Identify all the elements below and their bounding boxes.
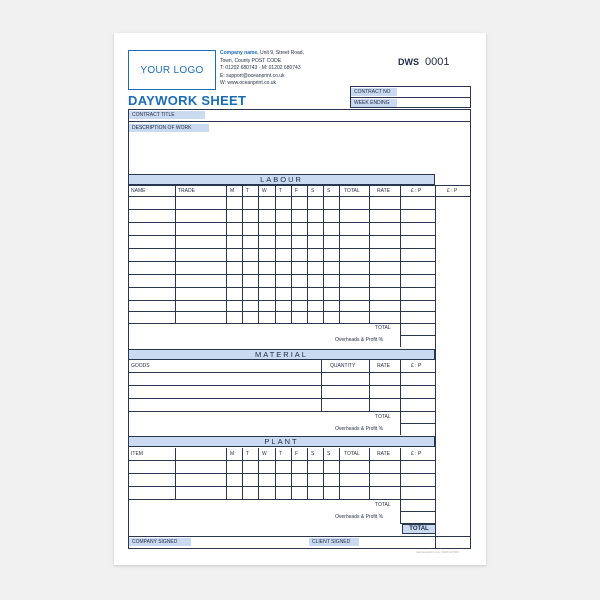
contract-info-box xyxy=(350,86,471,108)
plant-col-tue: T xyxy=(246,451,250,457)
material-col-quantity: QUANTITY xyxy=(330,363,356,369)
logo-text: YOUR LOGO xyxy=(140,64,204,76)
labour-section-header: LABOUR xyxy=(128,174,435,185)
material-col-goods: GOODS xyxy=(131,363,150,369)
company-name: Company name, xyxy=(220,50,259,56)
labour-col-pounds-total: £ : P xyxy=(447,188,458,194)
plant-col-rate: RATE xyxy=(377,451,390,457)
labour-col-name: NAME xyxy=(131,188,146,194)
description-field[interactable] xyxy=(129,133,469,173)
dws-number: 0001 xyxy=(425,56,450,68)
material-col-rate: RATE xyxy=(377,363,390,369)
company-email: E: support@oceanprint.co.uk xyxy=(220,72,285,79)
company-address-line2: Town, County POST CODE xyxy=(220,57,282,64)
labour-col-mon: M xyxy=(230,188,235,194)
labour-col-total: TOTAL xyxy=(344,188,360,194)
labour-col-thu: T xyxy=(279,188,283,194)
company-details xyxy=(220,50,304,88)
labour-col-sat: S xyxy=(311,188,315,194)
daywork-sheet xyxy=(114,33,486,565)
client-signed-field[interactable] xyxy=(362,537,469,548)
plant-col-item: ITEM xyxy=(131,451,143,457)
material-col-pounds: £ : P xyxy=(411,363,422,369)
logo-box xyxy=(128,50,216,90)
contract-title-label: CONTRACT TITLE xyxy=(129,111,205,119)
plant-total-label: TOTAL xyxy=(375,502,391,508)
description-label: DESCRIPTION OF WORK xyxy=(129,124,209,132)
company-signed-label: COMPANY SIGNED xyxy=(129,538,191,546)
week-ending-label: WEEK ENDING xyxy=(351,99,397,107)
plant-col-fri: F xyxy=(295,451,299,457)
plant-col-mon: M xyxy=(230,451,235,457)
plant-col-sun: S xyxy=(327,451,331,457)
material-total-label: TOTAL xyxy=(375,414,391,420)
material-overheads-label: Overheads & Profit % xyxy=(335,426,384,432)
labour-overheads-label: Overheads & Profit % xyxy=(335,337,384,343)
labour-total-label: TOTAL xyxy=(375,325,391,331)
plant-col-total: TOTAL xyxy=(344,451,360,457)
page-title: DAYWORK SHEET xyxy=(128,93,247,108)
dws-number-block xyxy=(398,56,449,68)
small-print: www.oceanprint.co.uk ©2024 A4 DWS xyxy=(416,551,459,554)
company-web: W: www.oceanprint.co.uk xyxy=(220,80,277,86)
grand-total-field[interactable] xyxy=(437,524,470,534)
plant-section-header: PLANT xyxy=(128,436,435,447)
plant-col-sat: S xyxy=(311,451,315,457)
plant-col-thu: T xyxy=(279,451,283,457)
plant-col-pounds: £ : P xyxy=(411,451,422,457)
grand-total-label: TOTAL xyxy=(402,524,436,534)
labour-col-fri: F xyxy=(295,188,299,194)
labour-col-sun: S xyxy=(327,188,331,194)
plant-col-wed: W xyxy=(262,451,267,457)
week-ending-field[interactable] xyxy=(401,98,470,108)
contract-title-field[interactable] xyxy=(209,110,469,120)
company-phone: T: 01202 680743 · M: 01202 680743 xyxy=(220,65,301,71)
contract-no-label: CONTRACT NO xyxy=(351,88,397,96)
material-section-header: MATERIAL xyxy=(128,349,435,360)
labour-col-pounds: £ : P xyxy=(411,188,422,194)
client-signed-label: CLIENT SIGNED xyxy=(309,538,359,546)
contract-no-field[interactable] xyxy=(401,87,470,97)
labour-col-rate: RATE xyxy=(377,188,390,194)
plant-overheads-label: Overheads & Profit % xyxy=(335,514,384,520)
labour-col-tue: T xyxy=(246,188,250,194)
dws-label: DWS xyxy=(398,57,419,67)
labour-col-wed: W xyxy=(262,188,267,194)
labour-col-trade: TRADE xyxy=(178,188,195,194)
company-address-line1: Unit 9, Street Road, xyxy=(258,50,304,56)
company-signed-field[interactable] xyxy=(192,537,307,548)
